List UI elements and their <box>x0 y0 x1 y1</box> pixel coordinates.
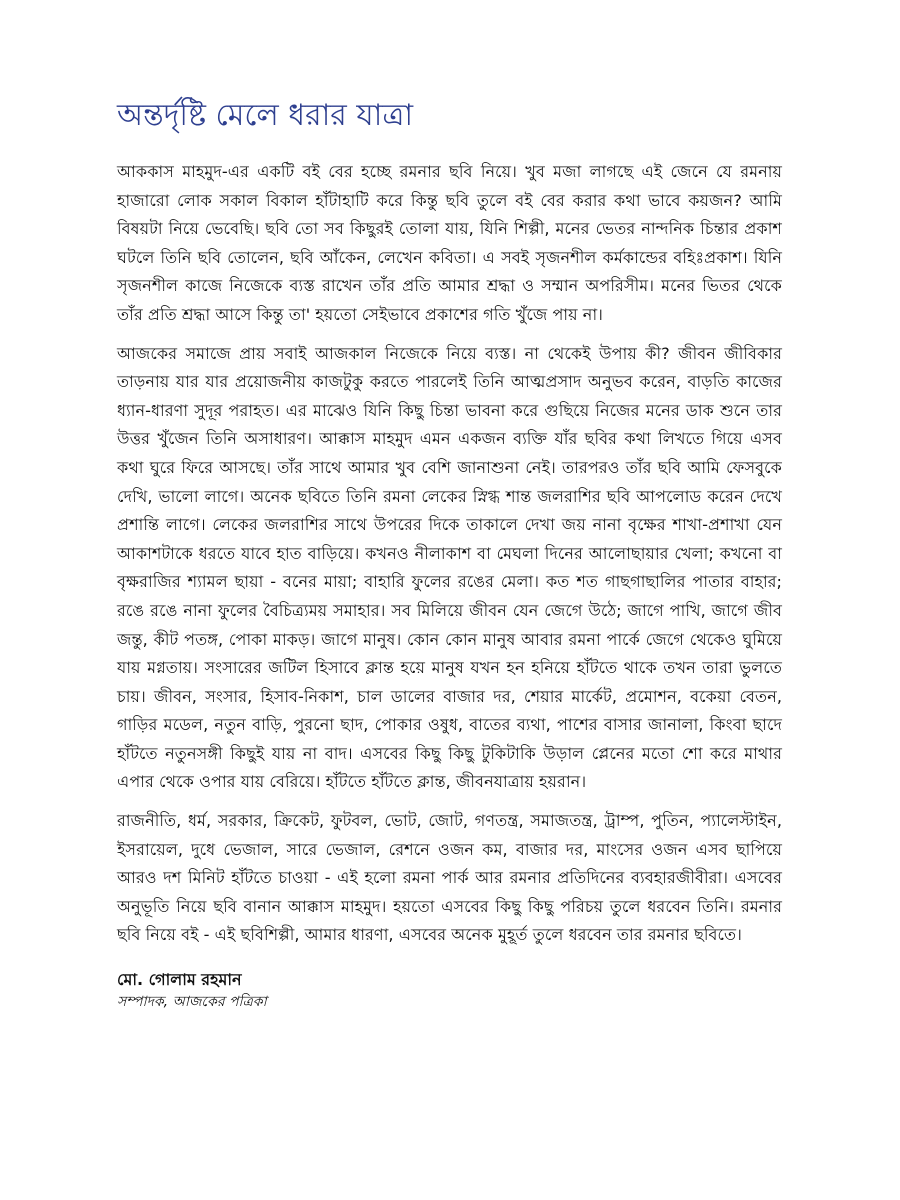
paragraph-2: আজকের সমাজে প্রায় সবাই আজকাল নিজেকে নিয়ে ব্যস্ত। না থেকেই উপায় কী? জীবন জীবিকার তাড়নায় যার যার প্রয়োজনীয় কাজটুকু করতে পারলেই তিনি আত্মপ্রসাদ অনুভব করেন, বাড়তি কাজের ধ্যান-ধারণা সুদূর পরাহত। এর মাঝেও যিনি কিছু চিন্তা ভাবনা করে গুছিয়ে নিজের মনের ডাক শুনে তার উত্তর খুঁজেন তিনি অসাধারণ। আক্কাস মাহমুদ এমন একজন ব্যক্তি যাঁর ছবির কথা লিখতে গিয়ে এসব কথা ঘুরে ফিরে আসছে। তাঁর সাথে আমার খুব বেশি জানাশুনা নেই। তারপরও তাঁর ছবি আমি ফেসবুকে দেখি, ভালো লাগে। অনেক ছবিতে তিনি রমনা লেকের স্নিগ্ধ শান্ত জলরাশির ছবি আপলোড করেন দেখে প্রশান্তি লাগে। লেকের জলরাশির সাথে উপরের দিকে তাকালে দেখা জয় নানা বৃক্ষের শাখা-প্রশাখা যেন আকাশটাকে ধরতে যাবে হাত বাড়িয়ে। কখনও নীলাকাশ বা মেঘলা দিনের আলোছায়ার খেলা; কখনো বা বৃক্ষরাজির শ্যামল ছায়া - বনের মায়া; বাহারি ফুলের রঙের মেলা। কত শত গাছগাছালির পাতার বাহার; রঙে রঙে নানা ফুলের বৈচিত্র্যময় সমাহার। সব মিলিয়ে জীবন যেন জেগে উঠে; জাগে পাখি, জাগে জীব জন্তু, কীট পতঙ্গ, পোকা মাকড়। জাগে মানুষ। কোন কোন মানুষ আবার রমনা পার্কে জেগে থেকেও ঘুমিয়ে যায় মগ্নতায়। সংসারের জটিল হিসাবে ক্লান্ত হয়ে মানুষ যখন হন হনিয়ে হাঁটতে থাকে তখন তারা ভুলতে চায়। জীবন, সংসার, হিসাব-নিকাশ, চাল ডালের বাজার দর, শেয়ার মার্কেট, প্রমোশন, বকেয়া বেতন, গাড়ির মডেল, নতুন বাড়ি, পুরনো ছাদ, পোকার ওষুধ, বাতের ব্যথা, পাশের বাসার জানালা, কিংবা ছাদে হাঁটতে নতুনসঙ্গী কিছুই যায় না বাদ। এসবের কিছু কিছু টুকিটাকি উড়াল প্লেনের মতো শো করে মাথার এপার থেকে ওপার যায় বেরিয়ে। হাঁটতে হাঁটতে ক্লান্ত, জীবনযাত্রায় হয়রান। <box>117 343 782 792</box>
author-role: সম্পাদক, আজকের পত্রিকা <box>117 994 267 1011</box>
signature-block <box>117 968 782 1012</box>
paragraph-3: রাজনীতি, ধর্ম, সরকার, ক্রিকেট, ফুটবল, ভোট, জোট, গণতন্ত্র, সমাজতন্ত্র, ট্রাম্প, পুতিন, প্যালেস্টাইন, ইসরায়েল, দুধে ভেজাল, সারে ভেজাল, রেশনে ওজন কম, বাজার দর, মাংসের ওজন এসব ছাপিয়ে আরও দশ মিনিট হাঁটতে চাওয়া - এই হলো রমনা পার্ক আর রমনার প্রতিদিনের ব্যবহারজীবীরা। এসবের অনুভূতি নিয়ে ছবি বানান আক্কাস মাহমুদ। হয়তো এসবের কিছু কিছু পরিচয় তুলে ধরবেন তিনি। রমনার ছবি নিয়ে বই - এই ছবিশিল্পী, আমার ধারণা, এসবের অনেক মুহূর্ত তুলে ধরবেন তার রমনার ছবিতে। <box>117 811 782 945</box>
author-name: মো. গোলাম রহমান <box>117 970 242 990</box>
paragraph-1: আককাস মাহমুদ-এর একটি বই বের হচ্ছে রমনার ছবি নিয়ে। খুব মজা লাগছে এই জেনে যে রমনায় হাজারো লোক সকাল বিকাল হাঁটাহাটি করে কিন্তু ছবি তুলে বই বের করার কথা ভাবে কয়জন? আমি বিষয়টা নিয়ে ভেবেছি। ছবি তো সব কিছুরই তোলা যায়, যিনি শিল্পী, মনের ভেতর নান্দনিক চিন্তার প্রকাশ ঘটলে তিনি ছবি তোলেন, ছবি আঁকেন, লেখেন কবিতা। এ সবই সৃজনশীল কর্মকান্ডের বহিঃপ্রকাশ। যিনি সৃজনশীল কাজে নিজেকে ব্যস্ত রাখেন তাঁর প্রতি আমার শ্রদ্ধা ও সম্মান অপরিসীম। মনের ভিতর থেকে তাঁর প্রতি শ্রদ্ধা আসে কিন্তু তা' হয়তো সেইভাবে প্রকাশের গতি খুঁজে পায় না। <box>117 162 782 324</box>
page-title: অন্তর্দৃষ্টি মেলে ধরার যাত্রা <box>117 98 414 133</box>
